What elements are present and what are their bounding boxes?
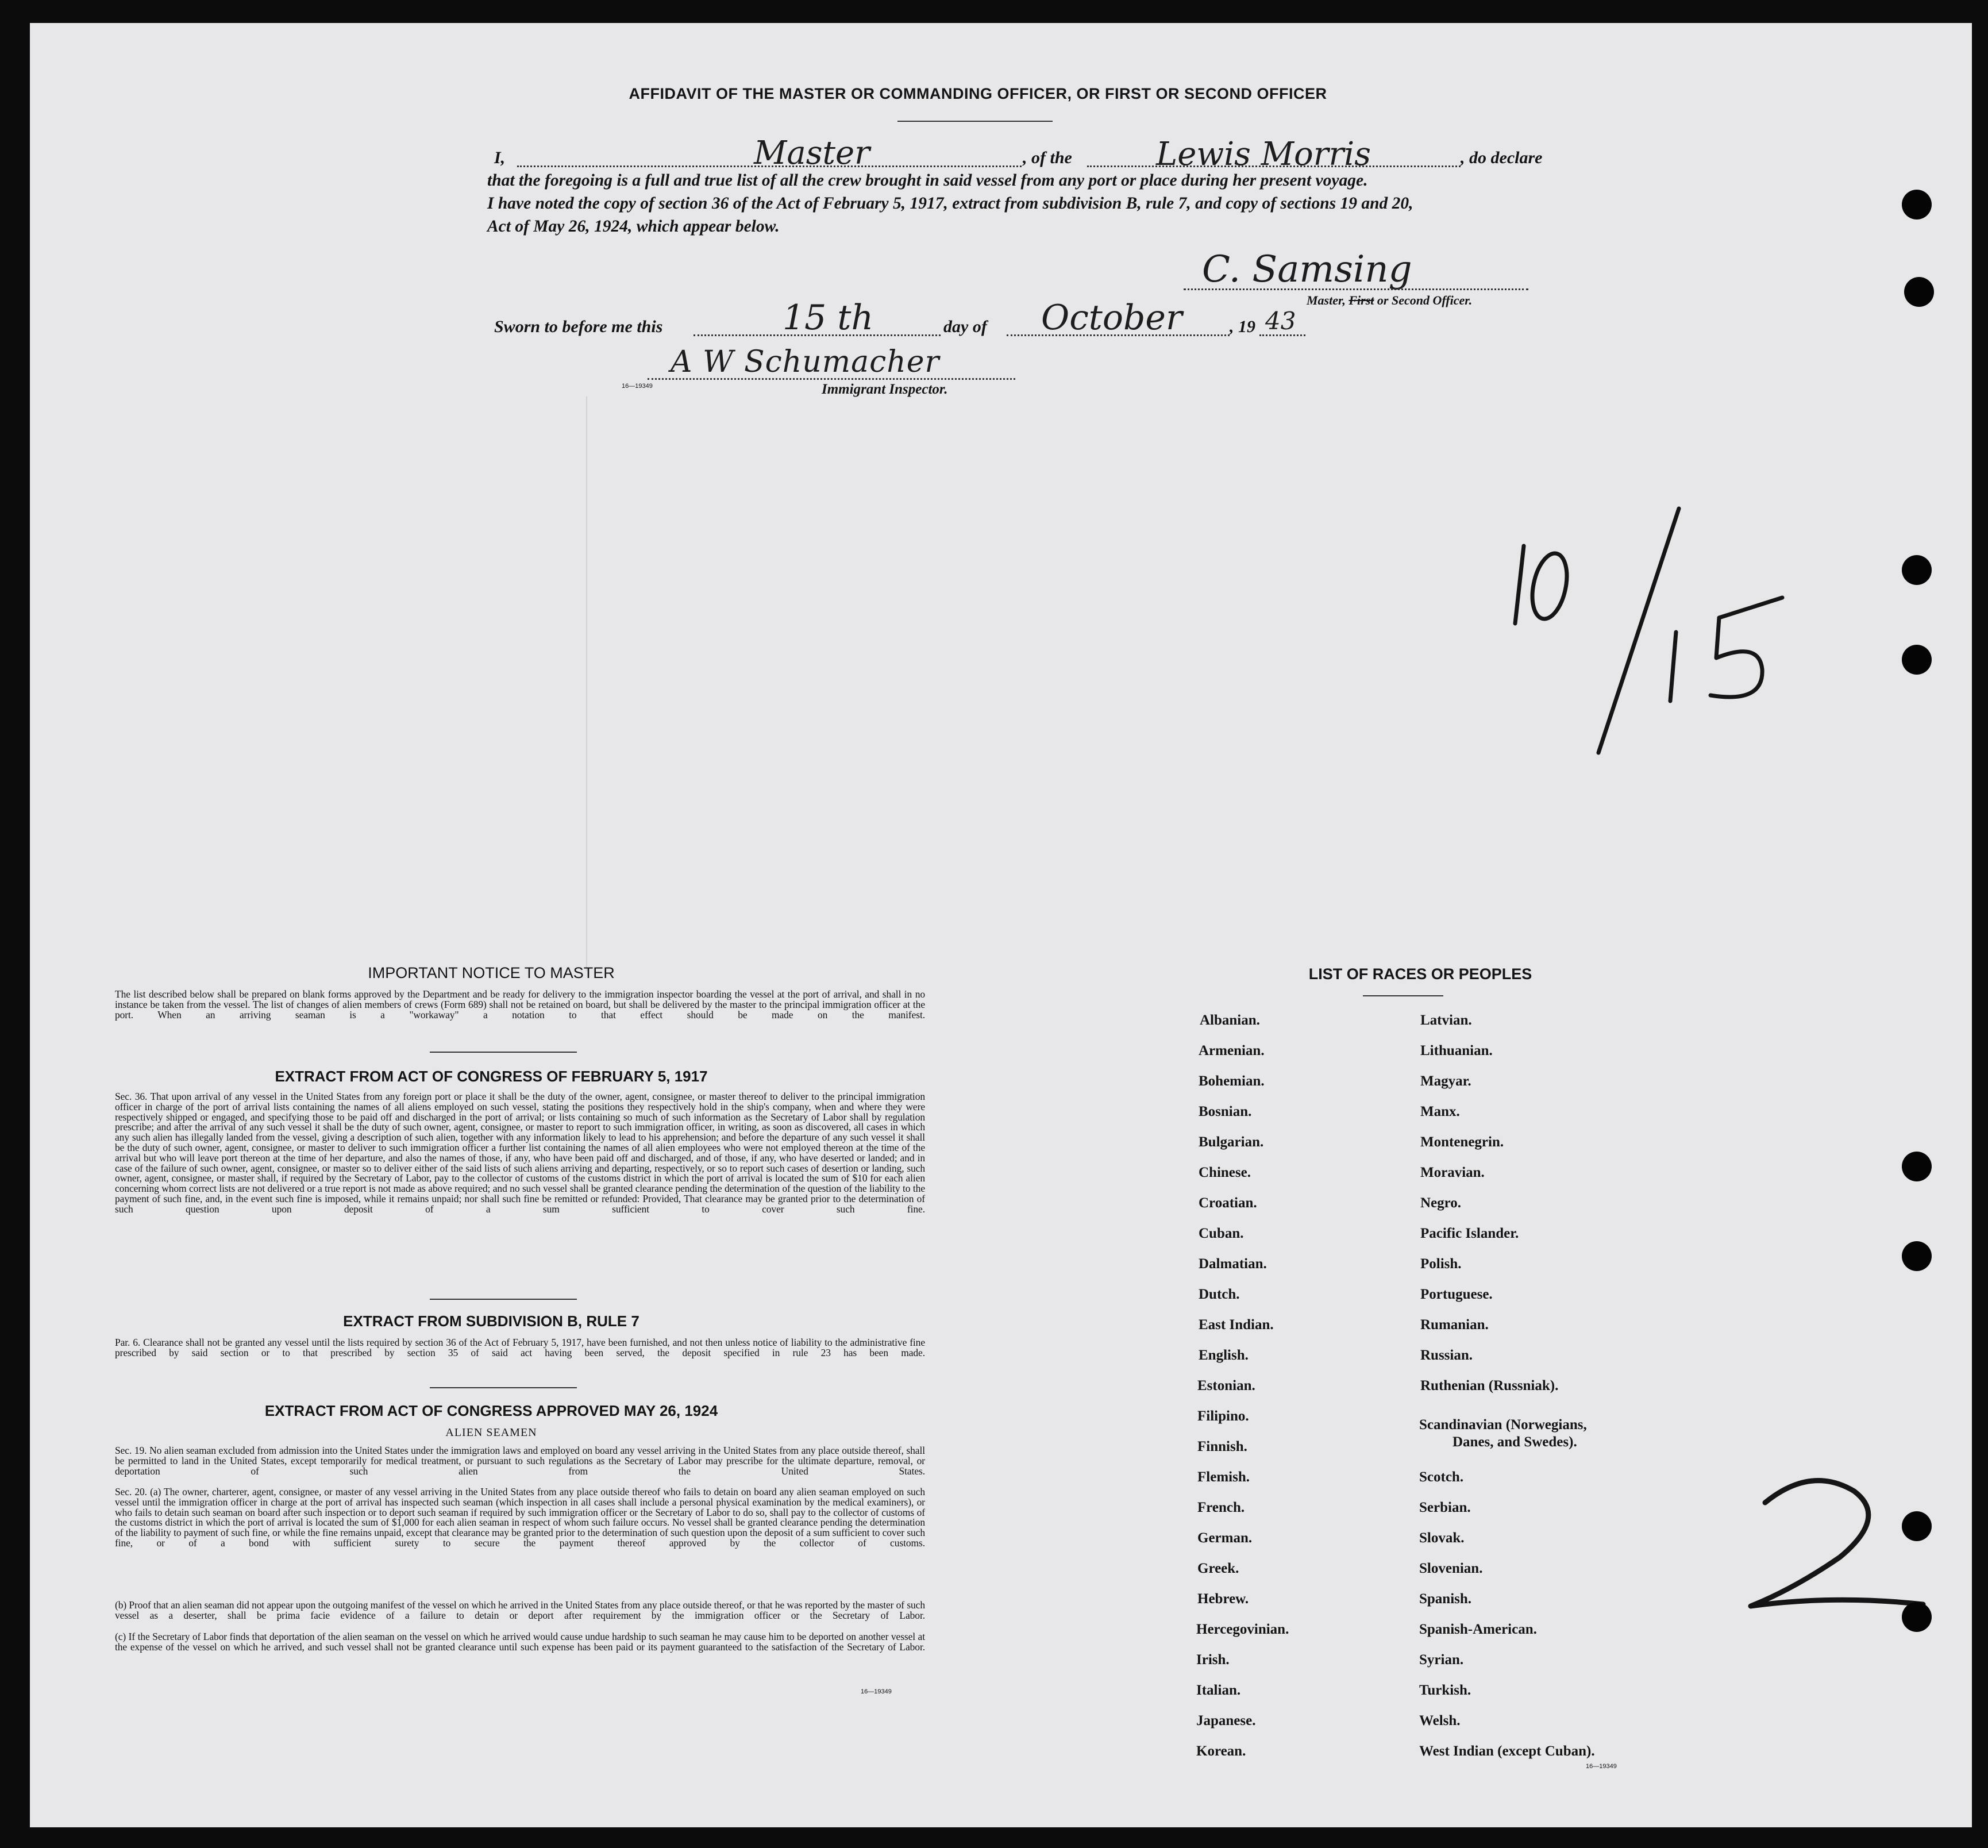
race-left-item: Irish. [1196, 1652, 1230, 1668]
race-left-item: Armenian. [1199, 1043, 1265, 1058]
race-left-item: Bulgarian. [1199, 1134, 1264, 1150]
races-rule [1363, 995, 1443, 996]
race-left-item: Dalmatian. [1199, 1256, 1267, 1272]
race-left-item: Cuban. [1199, 1226, 1244, 1241]
race-left-item: Hercegovinian. [1196, 1622, 1289, 1637]
race-right-item: Moravian. [1420, 1165, 1485, 1180]
race-right-item: Danes, and Swedes). [1453, 1434, 1577, 1450]
extract-form-number: 16—19349 [861, 1688, 892, 1695]
day-of-label: day of [943, 317, 987, 336]
race-right-item: West Indian (except Cuban). [1419, 1743, 1595, 1759]
punch-hole-1 [1902, 190, 1932, 220]
declare-label: , do declare [1461, 148, 1543, 167]
affidavit-line-2: that the foregoing is a full and true list of all the crew brought in said vessel from any port or place during her present voyage. [487, 171, 1368, 190]
inspector-signature: A W Schumacher [671, 345, 940, 379]
race-right-item: Pacific Islander. [1420, 1226, 1519, 1241]
races-form-number: 16—19349 [1586, 1763, 1617, 1770]
caption-first: First [1349, 293, 1374, 307]
race-right-item: Turkish. [1419, 1683, 1471, 1698]
race-left-item: Dutch. [1199, 1287, 1240, 1302]
race-left-item: Filipino. [1197, 1408, 1249, 1424]
caption-rest: or Second Officer. [1377, 293, 1473, 307]
signature-blank [1184, 288, 1528, 290]
race-left-item: Estonian. [1197, 1378, 1255, 1393]
handwritten-date-mark [1489, 494, 1857, 759]
punch-hole-3 [1902, 555, 1932, 585]
race-left-item: Hebrew. [1197, 1591, 1249, 1607]
race-right-item: Syrian. [1419, 1652, 1464, 1668]
sworn-label: Sworn to before me this [494, 317, 663, 336]
extract-rule7-heading: EXTRACT FROM SUBDIVISION B, RULE 7 [343, 1312, 639, 1330]
sworn-day-value: 15 th [783, 298, 874, 338]
race-left-item: Flemish. [1197, 1469, 1250, 1485]
i-label: I, [494, 148, 506, 167]
race-right-item: Scandinavian (Norwegians, [1419, 1417, 1587, 1433]
race-right-item: Slovak. [1419, 1530, 1465, 1546]
race-left-item: Greek. [1197, 1561, 1239, 1576]
punch-hole-5 [1902, 1152, 1932, 1181]
affidavit-title: AFFIDAVIT OF THE MASTER OR COMMANDING OFFICER, OR FIRST OR SECOND OFFICER [629, 85, 1327, 102]
race-left-item: Croatian. [1199, 1195, 1257, 1211]
race-right-item: Portuguese. [1420, 1287, 1493, 1302]
race-left-item: Italian. [1196, 1683, 1241, 1698]
title-rule [897, 121, 1053, 122]
punch-hole-6 [1902, 1241, 1932, 1271]
inspector-caption: Immigrant Inspector. [822, 382, 948, 397]
race-right-item: Welsh. [1419, 1713, 1461, 1728]
year-prefix: , 19 [1230, 317, 1255, 336]
document-page [30, 23, 1972, 1827]
race-right-item: Negro. [1420, 1195, 1462, 1211]
race-right-item: Ruthenian (Russniak). [1420, 1378, 1559, 1393]
race-left-item: Bohemian. [1199, 1073, 1265, 1089]
race-right-item: Spanish. [1419, 1591, 1472, 1607]
race-right-item: Lithuanian. [1420, 1043, 1493, 1058]
race-right-item: Slovenian. [1419, 1561, 1483, 1576]
punch-hole-7 [1902, 1511, 1932, 1541]
race-right-item: Montenegrin. [1420, 1134, 1504, 1150]
race-right-item: Rumanian. [1420, 1317, 1489, 1333]
race-right-item: Scotch. [1419, 1469, 1464, 1485]
race-left-item: East Indian. [1199, 1317, 1274, 1333]
page-number-strokes [1725, 1471, 1932, 1620]
notice-body: The list described below shall be prepared on blank forms approved by the Department and be ready for delivery to the immigration inspector boarding the vessel at the port of arrival, and shall in no instance be taken from the vessel. The list of changes of alien members of crews (Form 689) shall not be retained on board, but shall be delivered by the master to the principal immigration officer at the port. When an arriving seaman is a "workaway" a notation to that effect should be made on the manifest. [115, 988, 925, 1021]
month-value: October [1041, 298, 1182, 338]
race-right-item: Spanish-American. [1419, 1622, 1537, 1637]
race-right-item: Polish. [1420, 1256, 1462, 1272]
race-left-item: Korean. [1196, 1743, 1246, 1759]
extract-1924-subheading: ALIEN SEAMEN [445, 1426, 537, 1439]
officer-value: Master [754, 134, 870, 172]
notice-rule [430, 1052, 577, 1053]
date-mark-text [1489, 494, 1490, 495]
races-heading: LIST OF RACES OR PEOPLES [1308, 965, 1532, 983]
extract-1924-sec20c: (c) If the Secretary of Labor finds that deportation of the alien seaman on the vessel on which he arrived would cause undue hardship to such seaman he may cause him to be deported on another vessel at the expense of the vessel on which he arrived, and such vessel shall not be granted clearance until such expense has been paid or its payment guaranteed to the satisfaction of the Secretary of Labor. [115, 1631, 925, 1653]
date-mark-strokes [1489, 494, 1857, 759]
signature-caption [1307, 293, 1472, 308]
affidavit-line-3: I have noted the copy of section 36 of the Act of February 5, 1917, extract from subdivision B, rule 7, and copy of sections 19 and 20, [487, 194, 1413, 213]
vessel-value: Lewis Morris [1156, 136, 1371, 173]
race-left-item: Chinese. [1199, 1165, 1251, 1180]
race-right-item: Serbian. [1419, 1500, 1471, 1515]
race-right-item: Manx. [1420, 1104, 1460, 1119]
year-value: 43 [1265, 307, 1296, 335]
extract-1924-sec19: Sec. 19. No alien seaman excluded from admission into the United States under the immigration laws and employed on board any vessel arriving in the United States from any place outside thereof, shall be permitted to land in the United States, except temporarily for medical treatment, or pursuant to such regulations as the Secretary of Labor may prescribe for the ultimate departure, removal, or deportation of such alien from the United States. [115, 1445, 925, 1477]
race-right-item: Latvian. [1420, 1012, 1472, 1028]
punch-hole-4 [1902, 645, 1932, 675]
extract-1917-body: Sec. 36. That upon arrival of any vessel in the United States from any foreign port or place it shall be the duty of the owner, agent, consignee, or master thereof to deliver to the principal immigration officer in charge of the port of arrival lists containing the names of all aliens employed on such vessel, stating the positions they respectively hold in the ship's company, when and where they were respectively shipped or engaged, and specifying those to be paid off and discharged in the port of arrival; or lists containing so much of such information as the Secretary of Labor shall by regulation prescribe; and after the arrival of any such vessel it shall be the duty of such owner, agent, consignee, or master to report to such immigration officer, in writing, as soon as discovered, all cases in which any such alien has illegally landed from the vessel, giving a description of such alien, together with any information likely to lead to his apprehension; and before the departure of any such vessel it shall be the duty of such owner, agent, consignee, or master to deliver to such immigration officer a further list containing the names of all alien employees who were not employed thereon at the time of the arrival but who will leave port thereon at the time of her departure, and also the names of those, if any, who have been paid off and discharged, and of those, if any, who have deserted or landed; and in case of the failure of such owner, agent, consignee, or master so to deliver either of the said lists of such aliens arriving and departing, respectively, or so to report such cases of desertion or landing, such owner, agent, consignee, or master shall, if required by the Secretary of Labor, pay to the collector of customs of the customs district in which the port of arrival is located the sum of $10 for each alien concerning whom correct lists are not delivered or a true report is not made as above required; and no such vessel shall be granted clearance pending the determination of the question of the liability to the payment of such fine, and, in the event such fine is imposed, while it remains unpaid; nor shall such fine be remitted or refunded: Provided, That clearance may be granted prior to the determination of such question upon deposit of a sum sufficient to cover such fine. [115, 1091, 925, 1215]
extract-1924-sec20a: Sec. 20. (a) The owner, charterer, agent, consignee, or master of any vessel arriving in the United States from any place outside thereof who fails to detain on board any alien seaman employed on such vessel until the immigration officer in charge at the port of arrival has inspected such seaman (which inspection in all cases shall include a personal physical examination by the medical examiners), or who fails to detain such seaman on board after such inspection or to deport such seaman if required by such immigration officer or the Secretary of Labor to do so, shall pay to the collector of customs of the customs district in which the port of arrival is located the sum of $1,000 for each alien seaman in respect of whom such failure occurs. No vessel shall be granted clearance pending the determination of the liability to payment of such fine, or while the fine remains unpaid, except that clearance may be granted prior to the determination of such question upon the deposit of a sum sufficient to cover such fine, or of a bond with sufficient surety to secure the payment thereof approved by the collector of customs. [115, 1486, 925, 1549]
crease-line [586, 396, 587, 971]
affidavit-line-4: Act of May 26, 1924, which appear below. [487, 217, 780, 236]
extract-1917-rule [430, 1299, 577, 1300]
punch-hole-8 [1902, 1602, 1932, 1632]
race-left-item: Albanian. [1200, 1012, 1260, 1028]
handwritten-page-number [1725, 1471, 1932, 1620]
year-blank [1259, 334, 1305, 336]
master-signature: C. Samsing [1202, 248, 1412, 291]
extract-1917-heading: EXTRACT FROM ACT OF CONGRESS OF FEBRUARY 5, 1917 [275, 1068, 708, 1085]
of-the-label: , of the [1023, 148, 1072, 167]
caption-master: Master, [1307, 293, 1346, 307]
extract-1924-sec20b: (b) Proof that an alien seaman did not appear upon the outgoing manifest of the vessel on which he arrived in the United States from any place outside thereof, or that he was reported by the master of such vessel as a deserter, shall be prima facie evidence of a failure to detain or deport after requirement by the immigration officer or the Secretary of Labor. [115, 1599, 925, 1621]
race-left-item: English. [1199, 1348, 1249, 1363]
extract-rule7-body: Par. 6. Clearance shall not be granted any vessel until the lists required by section 36 of the Act of February 5, 1917, have been furnished, and not then unless notice of liability to the administrative fine prescribed by said section or to that prescribed by section 35 of said act having been served, the deposit specified in rule 23 has been made. [115, 1337, 925, 1358]
extract-1924-heading: EXTRACT FROM ACT OF CONGRESS APPROVED MAY 26, 1924 [264, 1402, 718, 1419]
race-left-item: German. [1197, 1530, 1253, 1546]
punch-hole-2 [1904, 277, 1934, 307]
inspector-form-number: 16—19349 [622, 383, 653, 390]
extract-rule7-rule [430, 1387, 577, 1388]
race-left-item: Bosnian. [1199, 1104, 1252, 1119]
race-left-item: French. [1197, 1500, 1245, 1515]
inspector-blank [648, 378, 1015, 380]
race-right-item: Magyar. [1420, 1073, 1471, 1089]
race-right-item: Russian. [1420, 1348, 1473, 1363]
notice-heading: IMPORTANT NOTICE TO MASTER [368, 964, 615, 981]
race-left-item: Japanese. [1196, 1713, 1256, 1728]
race-left-item: Finnish. [1197, 1439, 1247, 1454]
